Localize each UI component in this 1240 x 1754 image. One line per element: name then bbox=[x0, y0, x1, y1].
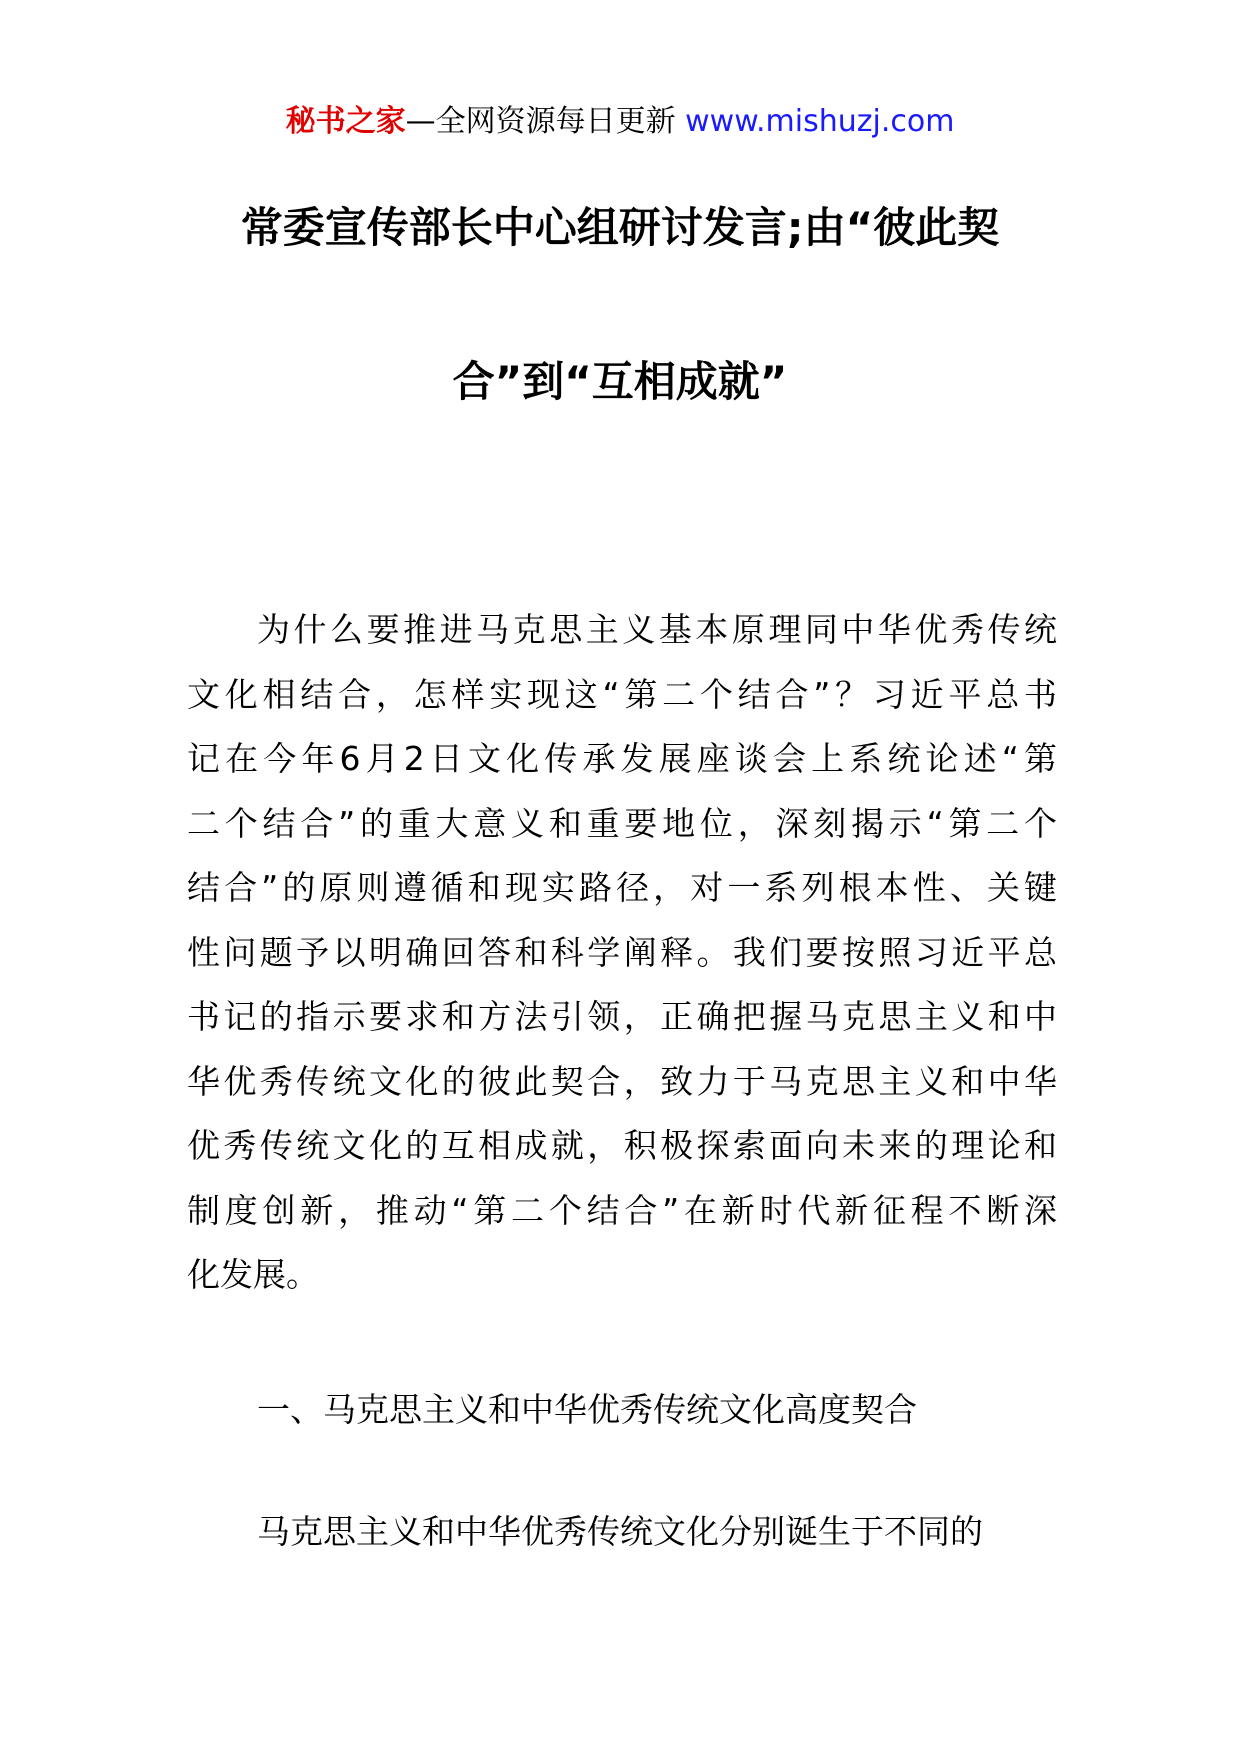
paragraph-line: 华优秀传统文化的彼此契合，致力于马克思主义和中华 bbox=[187, 1061, 1057, 1101]
paragraph-line: 优秀传统文化的互相成就，积极探索面向未来的理论和 bbox=[187, 1126, 1057, 1165]
paragraph-line: 结合”的原则遵循和现实路径，对一系列根本性、关键 bbox=[187, 868, 1057, 907]
document-title-line-2: 合”到“互相成就” bbox=[452, 357, 788, 406]
paragraph-line: 记在今年6月2日文化传承发展座谈会上系统论述“第 bbox=[187, 739, 1057, 778]
site-brand: 秘书之家 bbox=[285, 104, 406, 139]
body-paragraph-2 bbox=[187, 1500, 1057, 1565]
paragraph-line: 二个结合”的重大意义和重要地位，深刻揭示“第二个 bbox=[187, 803, 1057, 843]
paragraph-line: 书记的指示要求和方法引领，正确把握马克思主义和中 bbox=[187, 997, 1057, 1036]
paragraph-line: 文化相结合，怎样实现这“第二个结合”？习近平总书 bbox=[187, 674, 1057, 714]
paragraph-line: 马克思主义和中华优秀传统文化分别诞生于不同的 bbox=[257, 1512, 983, 1551]
paragraph-line: 化发展。 bbox=[187, 1255, 319, 1294]
paragraph-line: 制度创新，推动“第二个结合”在新时代新征程不断深 bbox=[187, 1190, 1057, 1230]
document-title-line-1: 常委宣传部长中心组研讨发言;由“彼此契 bbox=[240, 203, 1000, 252]
paragraph-line: 性问题予以明确回答和科学阐释。我们要按照习近平总 bbox=[187, 932, 1057, 972]
site-url-link[interactable]: www.mishuzj.com bbox=[685, 104, 955, 139]
site-banner bbox=[0, 100, 1240, 144]
body-paragraph-1 bbox=[187, 598, 1057, 1308]
site-tagline: —全网资源每日更新 bbox=[405, 104, 686, 139]
section-heading-1: 一、马克思主义和中华优秀传统文化高度契合 bbox=[257, 1390, 917, 1429]
paragraph-line: 为什么要推进马克思主义基本原理同中华优秀传统 bbox=[257, 610, 1057, 649]
